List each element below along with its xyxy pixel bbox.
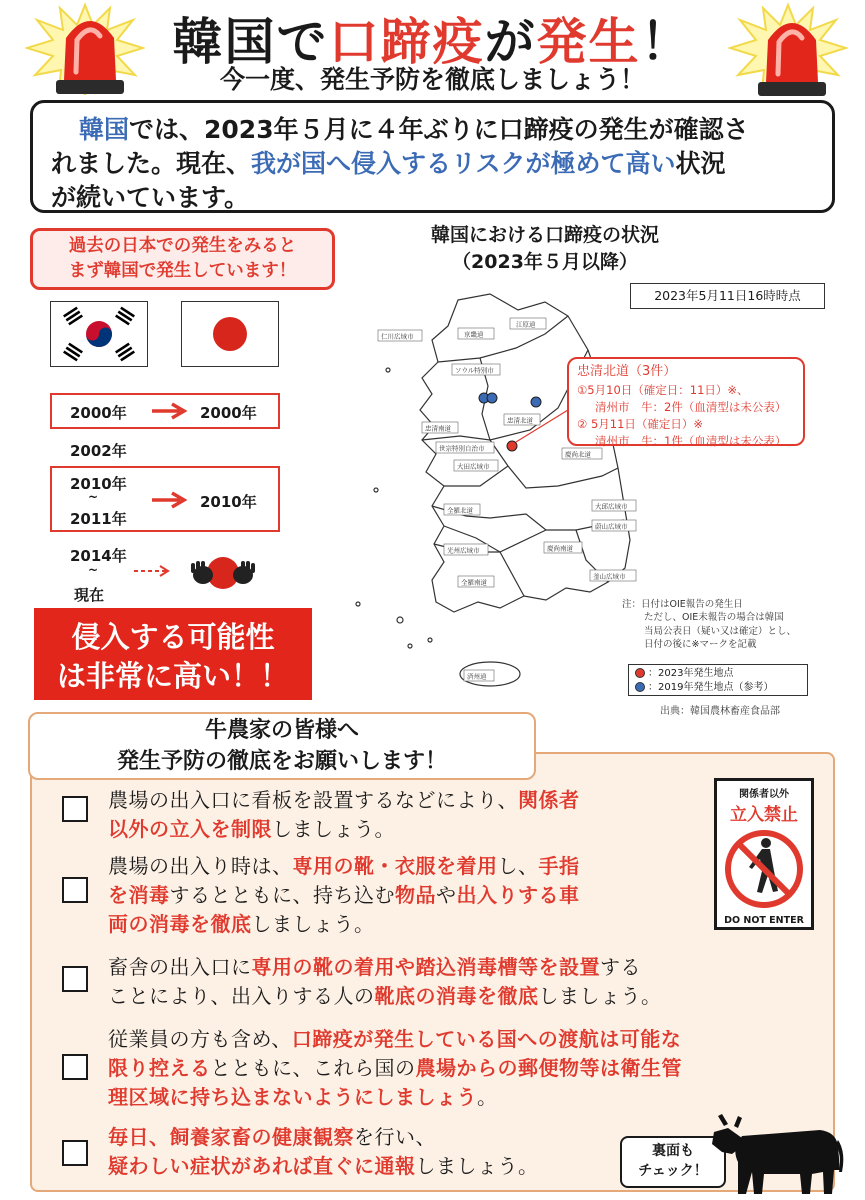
intro-text-highlight: 我が国へ侵入するリスクが極めて高い	[251, 149, 676, 178]
callout-line: ② 5月11日（確定日）※	[577, 417, 704, 431]
item-text-highlight: 毎日、飼養家畜の健康観察	[108, 1125, 354, 1149]
checkbox[interactable]	[62, 1140, 88, 1166]
map-title	[380, 222, 710, 275]
intro-text-highlight: 韓国	[79, 115, 130, 144]
map-legend	[628, 664, 808, 696]
past-outbreak-line: まず韓国で発生しています！	[68, 261, 297, 282]
map-date-box: 2023年5月11日16時時点	[630, 283, 825, 309]
intro-box	[30, 100, 835, 213]
item-text-highlight: 理区域に持ち込まないようにしましょう	[108, 1085, 477, 1109]
outbreak-callout	[567, 357, 805, 449]
map-source: 出典：韓国農林畜産食品部	[660, 706, 780, 717]
intro-text: が続いています。	[51, 183, 250, 212]
item-text-highlight: 専用の靴・衣服を着用	[292, 854, 498, 878]
map-note-line: 当局公表日（疑い又は確定）とし、	[644, 625, 797, 637]
sign-main-text: 立入禁止	[730, 805, 798, 825]
item-text: しましょう。	[538, 984, 662, 1008]
map-note-line: 注：日付はOIE報告の発生日	[622, 599, 743, 610]
item-text: しましょう。	[415, 1154, 539, 1178]
item-text: するとともに、持ち込む	[169, 883, 395, 907]
checklist-item-4	[108, 1025, 808, 1112]
map-label-gyeongnam: 慶尚南道	[547, 544, 573, 553]
map-label-jeonbuk: 全羅北道	[447, 506, 473, 515]
no-entry-icon	[722, 827, 806, 911]
callout-title: 忠清北道（3件）	[577, 364, 677, 379]
timeline-year-korea: 2014年	[70, 547, 127, 565]
checkbox[interactable]	[62, 877, 88, 903]
checklist-item-3	[108, 953, 798, 1011]
korea-flag	[50, 301, 148, 367]
checkbox[interactable]	[62, 1054, 88, 1080]
map-label-incheon: 仁川広域市	[381, 332, 414, 341]
map-label-sejong: 世宗特別自治市	[439, 444, 485, 453]
check-back-line: 裏面も	[652, 1143, 694, 1159]
outbreak-2023-dot	[507, 441, 517, 451]
timeline-year-japan: 2010年	[200, 493, 257, 511]
intro-text: では、2023年５月に４年ぶりに口蹄疫の発生が確認さ	[129, 115, 749, 144]
item-text-highlight: 口蹄疫が発生している国への渡航は可能な	[291, 1027, 682, 1051]
timeline-year-korea: 2011年	[70, 510, 127, 528]
check-back-line: チェック！	[638, 1163, 708, 1180]
item-text-highlight: を消毒	[108, 883, 170, 907]
timeline-range-mark: ~	[88, 490, 99, 504]
item-text-highlight: 関係者	[518, 788, 580, 812]
map-label-jeju: 済州道	[467, 672, 487, 681]
title-segment-highlight: 発生	[536, 13, 641, 71]
item-text-highlight: 限り控える	[108, 1056, 211, 1080]
item-text: とともに、これら国の	[210, 1056, 416, 1080]
outbreak-2019-dot	[487, 393, 497, 403]
korea-flag-icon	[51, 302, 147, 366]
map-label-busan: 釜山広域市	[593, 572, 626, 581]
item-text: ことにより、出入りする人の	[108, 984, 375, 1008]
cow-icon	[708, 1100, 848, 1196]
title-segment-highlight: 口蹄疫	[328, 13, 485, 71]
legend-label: ：2019年発生地点（参考）	[648, 682, 774, 693]
title-segment: が	[484, 13, 537, 71]
map-label-ulsan: 蔚山広域市	[595, 522, 628, 531]
japan-flag	[181, 301, 279, 367]
timeline-year-japan: 2000年	[200, 404, 257, 422]
japan-flag-icon	[182, 302, 278, 366]
callout-line: ①5月10日（確定日：11日）※、	[577, 382, 749, 397]
map-title-line: 韓国における口蹄疫の状況	[430, 224, 659, 246]
arrow-right-icon	[150, 401, 190, 421]
map-label-gyeongbuk: 慶尚北道	[565, 450, 591, 459]
checklist-item-5	[108, 1123, 618, 1181]
item-text-highlight: 出入りする車	[456, 883, 580, 907]
legend-red-dot	[635, 668, 645, 678]
item-text-highlight: 以外の立入を制限	[108, 817, 272, 841]
map-note	[622, 598, 837, 651]
item-text: を行い、	[354, 1125, 436, 1149]
item-text: や	[436, 883, 457, 907]
map-label-jeonnam: 全羅南道	[461, 578, 487, 587]
page-subtitle: 今一度、発生予防を徹底しましょう！	[219, 65, 645, 94]
checkbox[interactable]	[62, 796, 88, 822]
map-label-gangwon: 江原道	[516, 320, 536, 329]
item-text-highlight: 物品	[395, 883, 436, 907]
map-note-line: 日付の後に※マークを記載	[644, 638, 757, 650]
item-text: しましょう。	[251, 912, 375, 936]
map-label-seoul: ソウル特別市	[455, 366, 494, 375]
legend-label: ：2023年発生地点	[648, 668, 734, 679]
item-text: する	[600, 955, 641, 979]
past-outbreak-line: 過去の日本での発生をみると	[68, 236, 297, 256]
item-text-highlight: 疑わしい症状があれば直ぐに通報	[108, 1154, 416, 1178]
timeline-year-korea: 2010年	[70, 475, 127, 493]
blocking-hands-icon	[183, 553, 263, 593]
checkbox[interactable]	[62, 966, 88, 992]
map-label-gyeonggi: 京畿道	[464, 330, 484, 339]
checklist-item-2	[108, 852, 703, 939]
legend-blue-dot	[635, 682, 645, 692]
arrow-right-icon	[150, 490, 190, 510]
title-segment: ！	[640, 13, 693, 71]
prevention-title	[28, 712, 536, 780]
outbreak-2019-dot	[531, 397, 541, 407]
map-label-daegu: 大邱広域市	[595, 502, 628, 511]
item-text: 従業員の方も含め、	[108, 1027, 292, 1051]
title-segment: 韓国で	[172, 13, 329, 71]
item-text-highlight: 専用の靴の着用や踏込消毒槽等を設置	[251, 955, 600, 979]
timeline-year-korea: 2000年	[70, 404, 127, 422]
intro-text: れました。現在、	[51, 149, 252, 178]
item-text-highlight: 靴底の消毒を徹底	[374, 984, 539, 1008]
possibility-line: 侵入する可能性	[71, 620, 275, 654]
past-outbreak-note	[30, 228, 335, 290]
item-text-highlight: 両の消毒を徹底	[108, 912, 252, 936]
sign-top-text: 関係者以外	[739, 789, 789, 800]
possibility-banner	[34, 608, 312, 700]
item-text: 畜舎の出入口に	[108, 955, 252, 979]
prevention-title-line: 牛農家の皆様へ	[204, 718, 359, 743]
timeline-range-mark: ~	[88, 563, 99, 577]
possibility-line: は非常に高い！！	[56, 659, 289, 694]
map-label-gwangju: 光州広域市	[447, 546, 480, 555]
callout-line: 清州市 牛：2件（血清型は未公表）	[595, 399, 787, 414]
sign-english-text: DO NOT ENTER	[724, 915, 804, 926]
item-text: 農場の出入り時は、	[108, 854, 293, 878]
item-text-highlight: 農場からの郵便物等は衛生管	[415, 1056, 682, 1080]
map-title-line: （2023年５月以降）	[452, 250, 638, 273]
item-text: 農場の出入口に看板を設置するなどにより、	[108, 788, 518, 812]
dashed-arrow-icon	[132, 563, 177, 579]
korea-map	[340, 290, 640, 710]
map-label-daejeon: 大田広域市	[457, 462, 490, 471]
checklist-item-1	[108, 786, 698, 844]
callout-line: 清州市 牛：1件（血清型は未公表）	[595, 434, 787, 449]
no-entry-sign	[714, 778, 814, 930]
map-note-line: ただし、OIE未報告の場合は韓国	[644, 612, 784, 624]
prevention-title-line: 発生予防の徹底をお願いします！	[116, 748, 447, 774]
map-label-chungbuk: 忠清北道	[507, 416, 533, 425]
map-label-chungnam: 忠清南道	[425, 424, 451, 433]
item-text: し、	[497, 854, 539, 878]
item-text: しましょう。	[272, 817, 395, 841]
timeline-year-korea: 2002年	[70, 442, 127, 460]
item-text: 。	[477, 1085, 498, 1109]
intro-text: 状況	[675, 149, 726, 178]
item-text-highlight: 手指	[538, 854, 580, 878]
timeline-year-korea: 現在	[74, 586, 105, 604]
